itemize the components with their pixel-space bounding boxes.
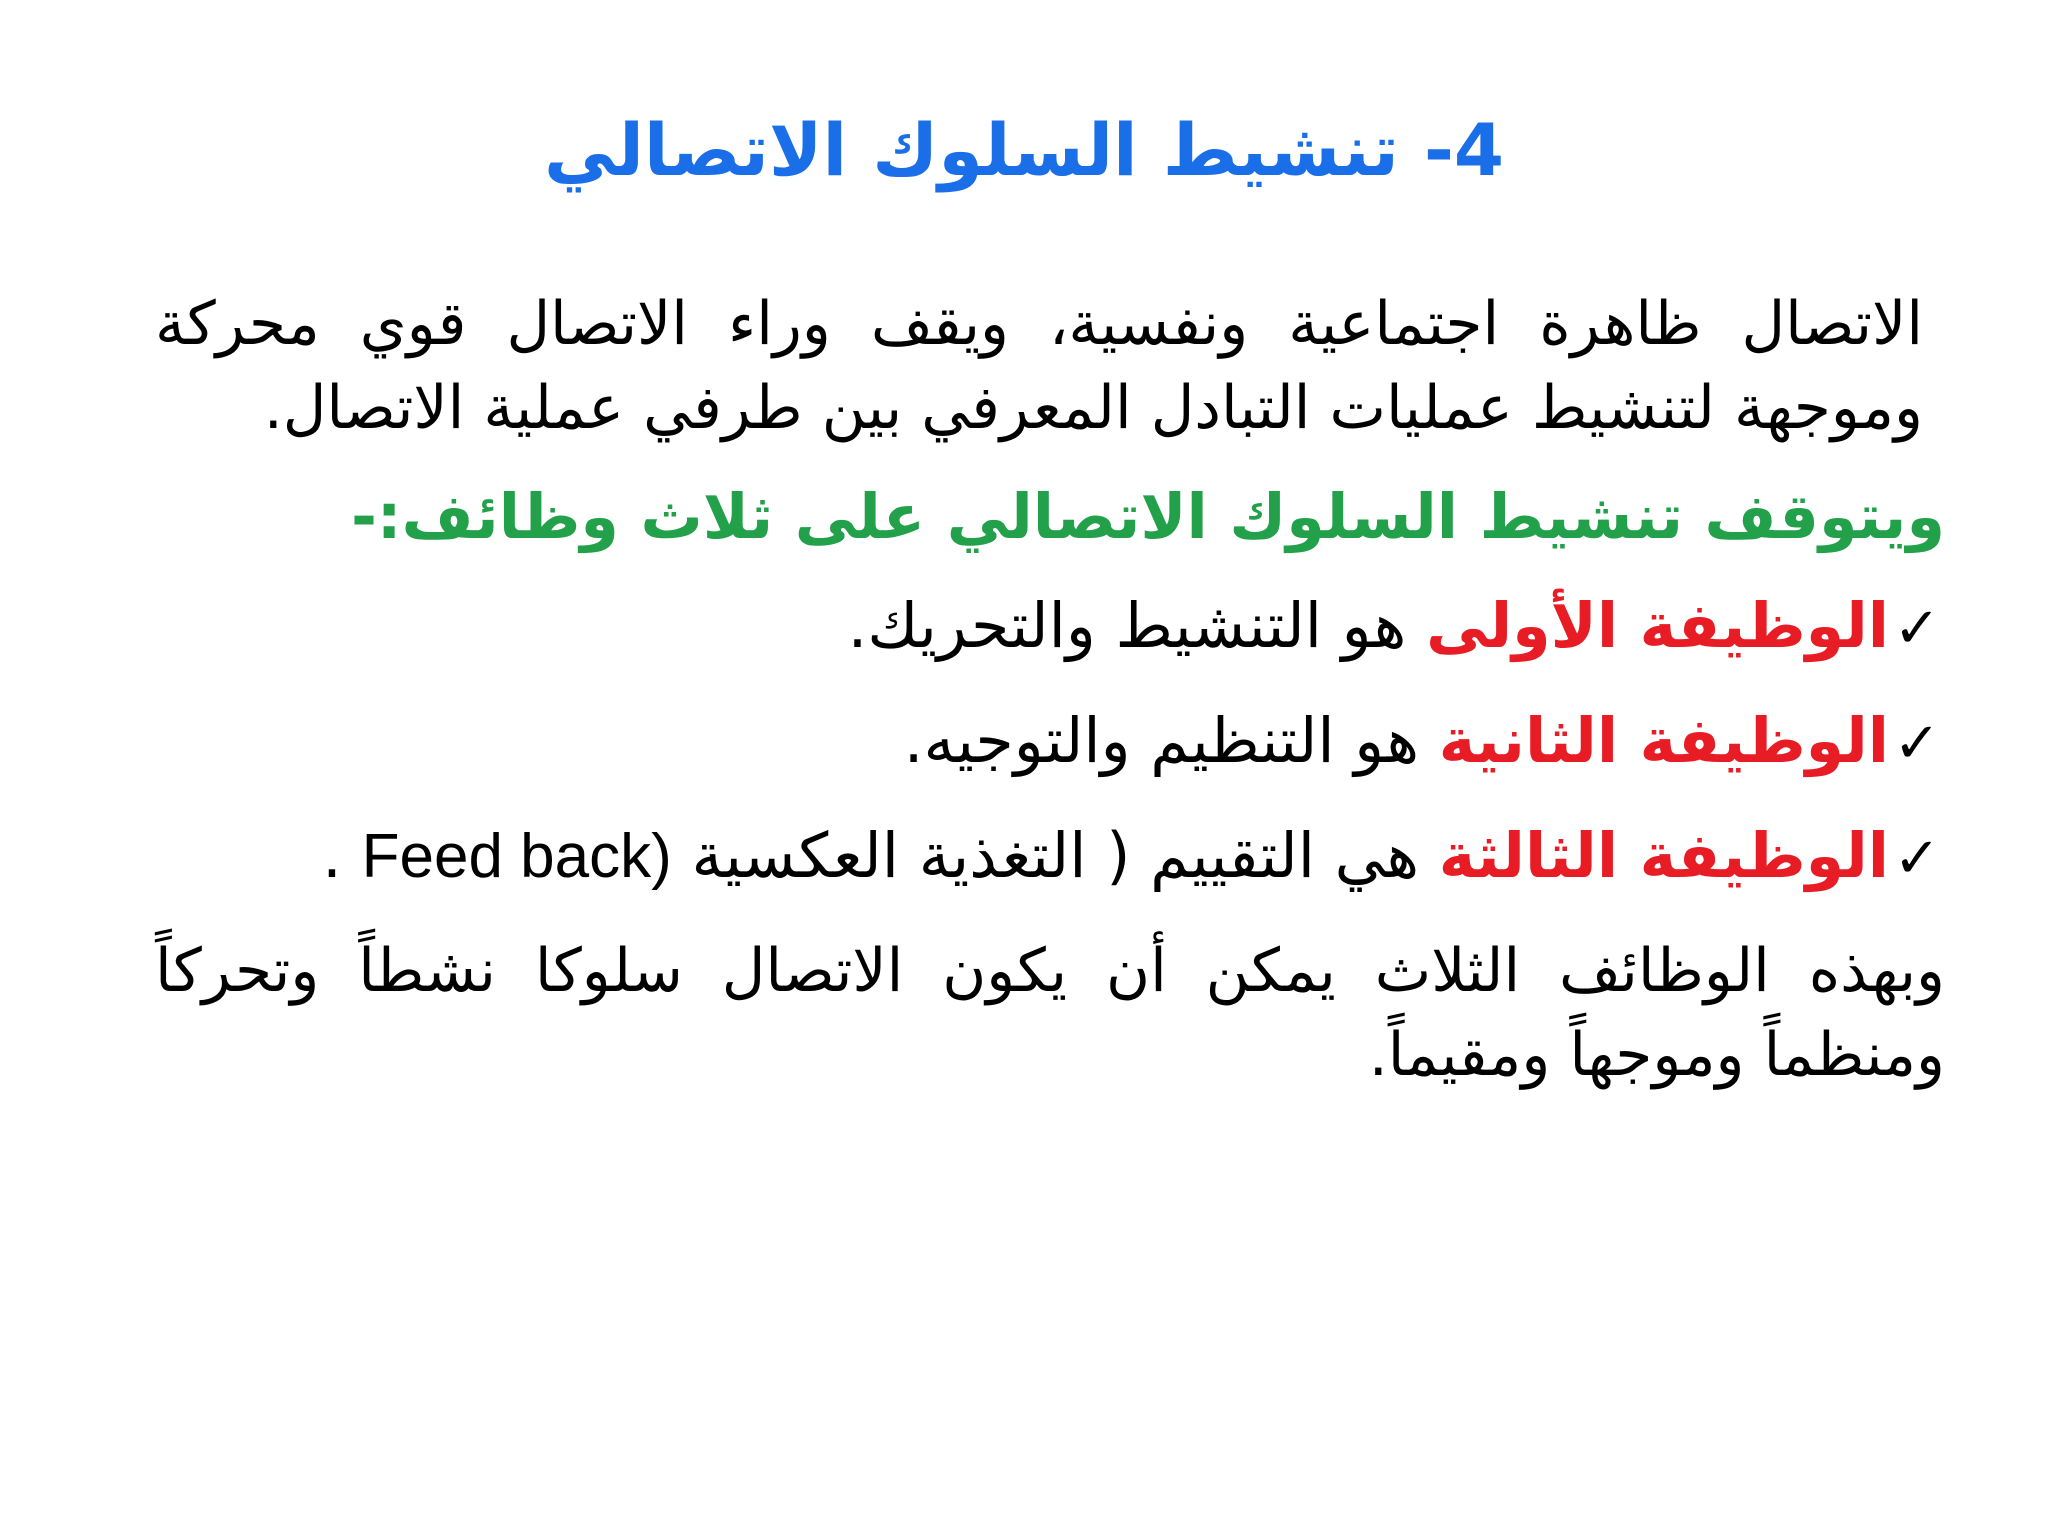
check-icon: ✓ xyxy=(1893,596,1941,661)
slide-title: 4- تنشيط السلوك الاتصالي xyxy=(543,108,1505,192)
item-text: هو التنشيط والتحريك. xyxy=(847,589,1407,662)
item-text-latin: Feed back) xyxy=(361,822,672,891)
item-label: الوظيفة الثانية xyxy=(1438,704,1889,777)
closing-paragraph: وبهذه الوظائف الثلاث يمكن أن يكون الاتصال سلوكا نشطاً وتحركاً ومنظماً وموجهاً ومقيماً. xyxy=(155,936,1945,1090)
list-item-first-function xyxy=(155,570,1945,685)
slide-content xyxy=(155,282,1945,1097)
item-text: هي التقييم ( التغذية العكسية xyxy=(691,819,1420,892)
list-item-third-function xyxy=(155,800,1945,915)
check-icon: ✓ xyxy=(1893,826,1941,891)
list-item-second-function xyxy=(155,685,1945,800)
intro-paragraph: الاتصال ظاهرة اجتماعية ونفسية، ويقف وراء الاتصال قوي محركة وموجهة لتنشيط عمليات التبادل المعرفي بين طرفي عملية الاتصال. xyxy=(155,289,1923,443)
item-text-end: . xyxy=(322,819,342,892)
item-label: الوظيفة الأولى xyxy=(1426,589,1889,662)
functions-heading: ويتوقف تنشيط السلوك الاتصالي على ثلاث وظائف:- xyxy=(351,480,1945,553)
check-icon: ✓ xyxy=(1893,711,1941,776)
item-label: الوظيفة الثالثة xyxy=(1438,819,1889,892)
item-text: هو التنظيم والتوجيه. xyxy=(903,704,1420,777)
